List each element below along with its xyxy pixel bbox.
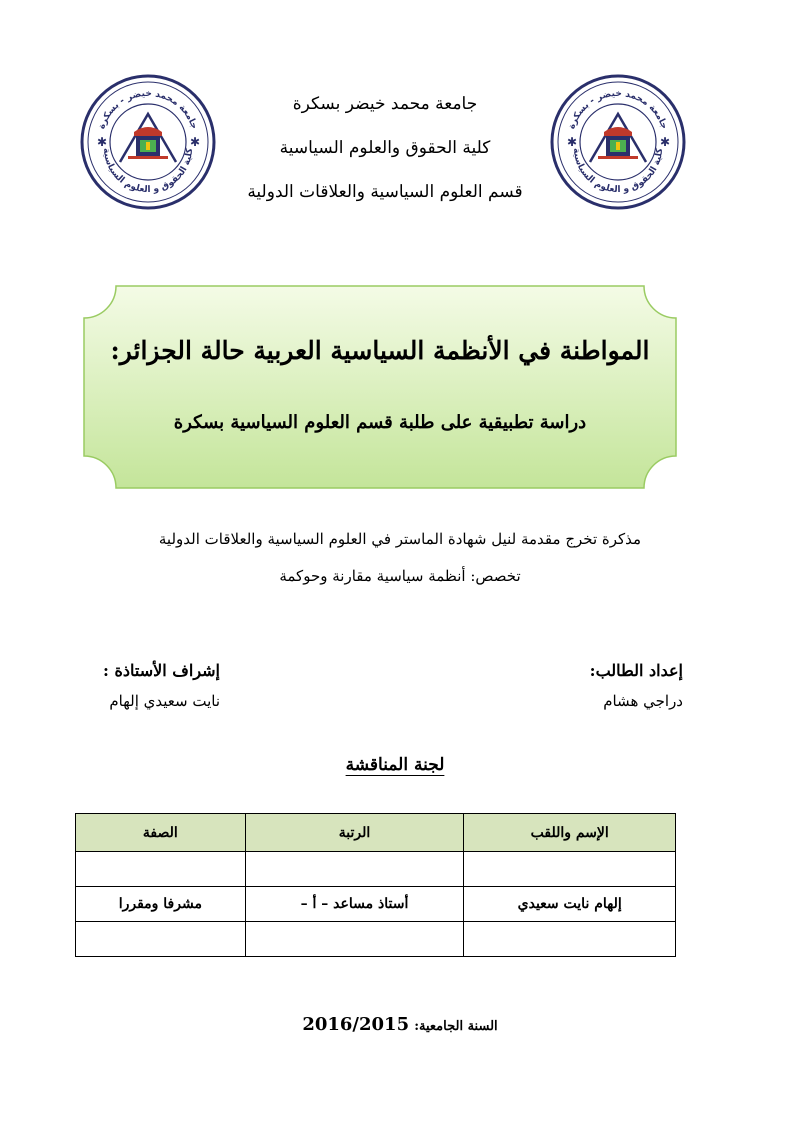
table-row — [76, 922, 676, 957]
table-cell: أستاذ مساعد – أ – — [245, 887, 464, 922]
title-banner — [82, 284, 678, 490]
supervisor-name: نايت سعيدي إلهام — [109, 692, 220, 710]
academic-year-value: 2016/2015 — [302, 1014, 410, 1035]
memo-description: مذكرة تخرج مقدمة لنيل شهادة الماستر في العلوم السياسية والعلاقات الدولية — [158, 530, 642, 548]
academic-year-label: السنة الجامعية: — [414, 1019, 498, 1034]
student-label: إعداد الطالب: — [589, 661, 683, 680]
university-seal-logo — [550, 74, 686, 210]
supervisor-label: إشراف الأستاذة : — [103, 661, 220, 680]
institution-header — [230, 82, 540, 214]
student-name: دراجي هشام — [603, 692, 683, 710]
table-header-row — [76, 814, 676, 852]
academic-year — [250, 1014, 550, 1035]
table-cell — [76, 922, 246, 957]
table-cell — [245, 922, 464, 957]
specialization: تخصص: أنظمة سياسية مقارنة وحوكمة — [279, 567, 521, 585]
faculty-name: كلية الحقوق والعلوم السياسية — [279, 138, 491, 158]
thesis-title: المواطنة في الأنظمة السياسية العربية حالة الجزائر: — [110, 336, 650, 365]
column-header-rank: الرتبة — [245, 814, 464, 852]
table-cell — [464, 922, 676, 957]
thesis-subtitle: دراسة تطبيقية على طلبة قسم العلوم السياسية بسكرة — [173, 412, 587, 433]
svg-text:كلية الحقوق و العلوم السياسية: كلية الحقوق و العلوم السياسية — [570, 147, 666, 196]
table-row — [76, 852, 676, 887]
department-name: قسم العلوم السياسية والعلاقات الدولية — [247, 182, 523, 202]
table-cell — [464, 852, 676, 887]
svg-text:✱: ✱ — [190, 135, 201, 149]
column-header-name: الإسم واللقب — [464, 814, 676, 852]
column-header-role: الصفة — [76, 814, 246, 852]
svg-text:✱: ✱ — [97, 135, 108, 149]
university-name: جامعة محمد خيضر بسكرة — [292, 94, 478, 114]
svg-text:جامعة محمد خيضر - بسكرة: جامعة محمد خيضر - بسكرة — [97, 88, 199, 131]
svg-text:✱: ✱ — [660, 135, 671, 149]
university-seal-logo — [80, 74, 216, 210]
table-cell — [76, 852, 246, 887]
committee-title: لجنة المناقشة — [345, 755, 445, 775]
svg-text:✱: ✱ — [567, 135, 578, 149]
table-cell: مشرفا ومقررا — [76, 887, 246, 922]
table-cell: إلهام نايت سعيدي — [464, 887, 676, 922]
committee-table — [75, 813, 676, 957]
table-cell — [245, 852, 464, 887]
svg-text:جامعة محمد خيضر - بسكرة: جامعة محمد خيضر - بسكرة — [567, 88, 669, 131]
table-row — [76, 887, 676, 922]
svg-text:كلية الحقوق و العلوم السياسية: كلية الحقوق و العلوم السياسية — [100, 147, 196, 196]
